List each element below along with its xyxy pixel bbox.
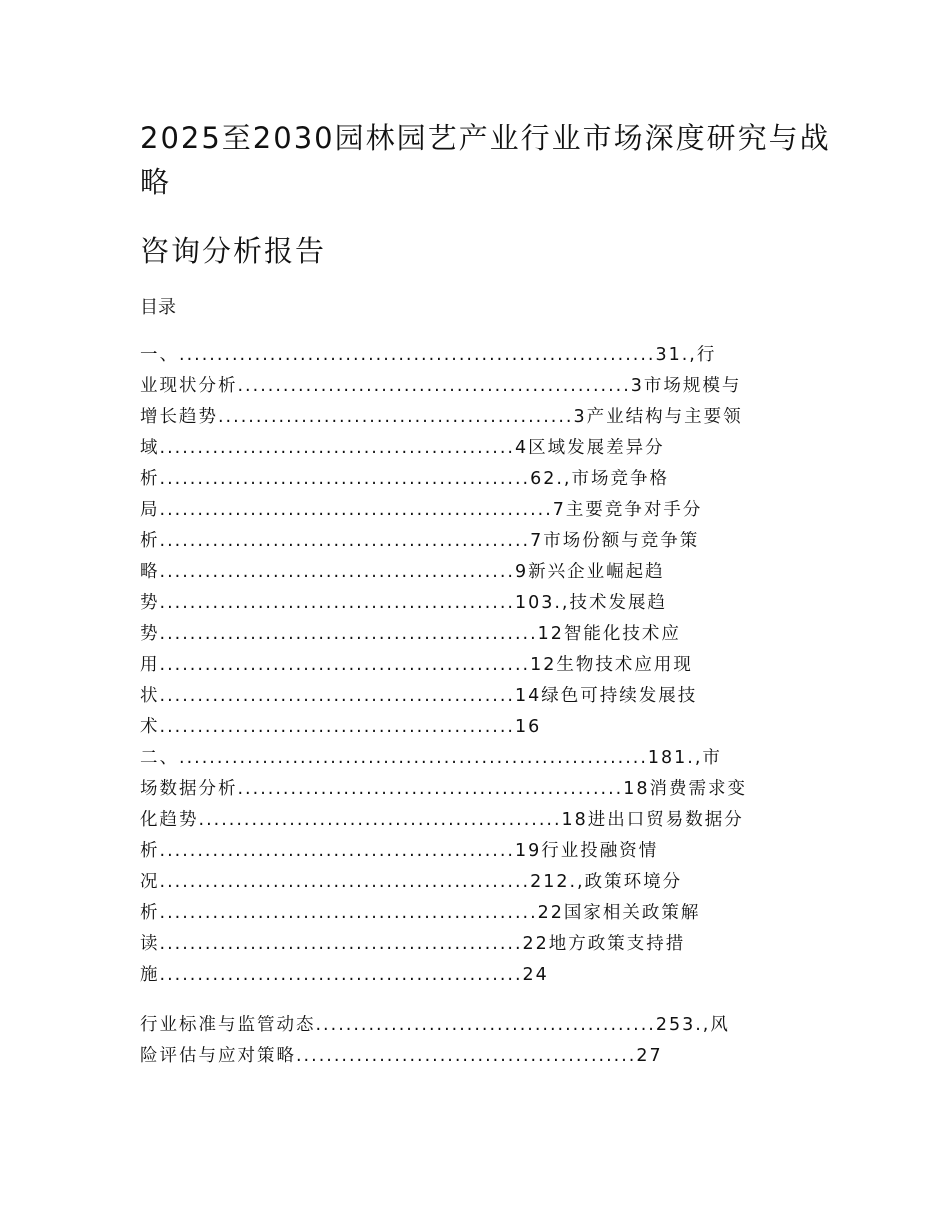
document-title: 2025至2030园林园艺产业行业市场深度研究与战略 <box>140 121 831 199</box>
toc-line: 析.................................................62.,市场竞争格 <box>140 469 669 489</box>
toc-line: 场数据分析...................................................18消费需求变 <box>140 779 747 799</box>
toc-line: 状...............................................14绿色可持续发展技 <box>140 686 698 706</box>
toc-line: 化趋势................................................18进出口贸易数据分 <box>140 810 744 830</box>
table-of-contents <box>140 340 820 991</box>
toc-line: 业现状分析....................................................3市场规模与 <box>140 376 742 396</box>
toc-line: 局....................................................7主要竞争对手分 <box>140 500 703 520</box>
toc-line: 行业标准与监管动态.............................................253.,风 <box>140 1015 730 1035</box>
toc-line: 用.................................................12生物技术应用现 <box>140 655 693 675</box>
toc-line: 势...............................................103.,技术发展趋 <box>140 593 667 613</box>
toc-line: 二、..............................................................181.,市 <box>140 748 722 768</box>
toc-line: 况.................................................212.,政策环境分 <box>140 872 683 892</box>
toc-line: 险评估与应对策略.............................................27 <box>140 1046 663 1066</box>
toc-line: 析..................................................22国家相关政策解 <box>140 903 701 923</box>
toc-line: 增长趋势...............................................3产业结构与主要领 <box>140 407 743 427</box>
table-of-contents-continued <box>140 1010 820 1072</box>
toc-line: 略...............................................9新兴企业崛起趋 <box>140 562 665 582</box>
toc-line: 析.................................................7市场份额与竞争策 <box>140 531 700 551</box>
toc-line: 读................................................22地方政策支持措 <box>140 934 686 954</box>
toc-line: 域...............................................4区域发展差异分 <box>140 438 665 458</box>
toc-line: 一、...............................................................31.,行 <box>140 345 717 365</box>
toc-heading: 目录 <box>140 297 176 318</box>
toc-line: 术...............................................16 <box>140 717 542 737</box>
toc-line: 势..................................................12智能化技术应 <box>140 624 681 644</box>
toc-line: 施................................................24 <box>140 965 549 985</box>
toc-line: 析...............................................19行业投融资情 <box>140 841 659 861</box>
document-subtitle: 咨询分析报告 <box>140 234 327 268</box>
